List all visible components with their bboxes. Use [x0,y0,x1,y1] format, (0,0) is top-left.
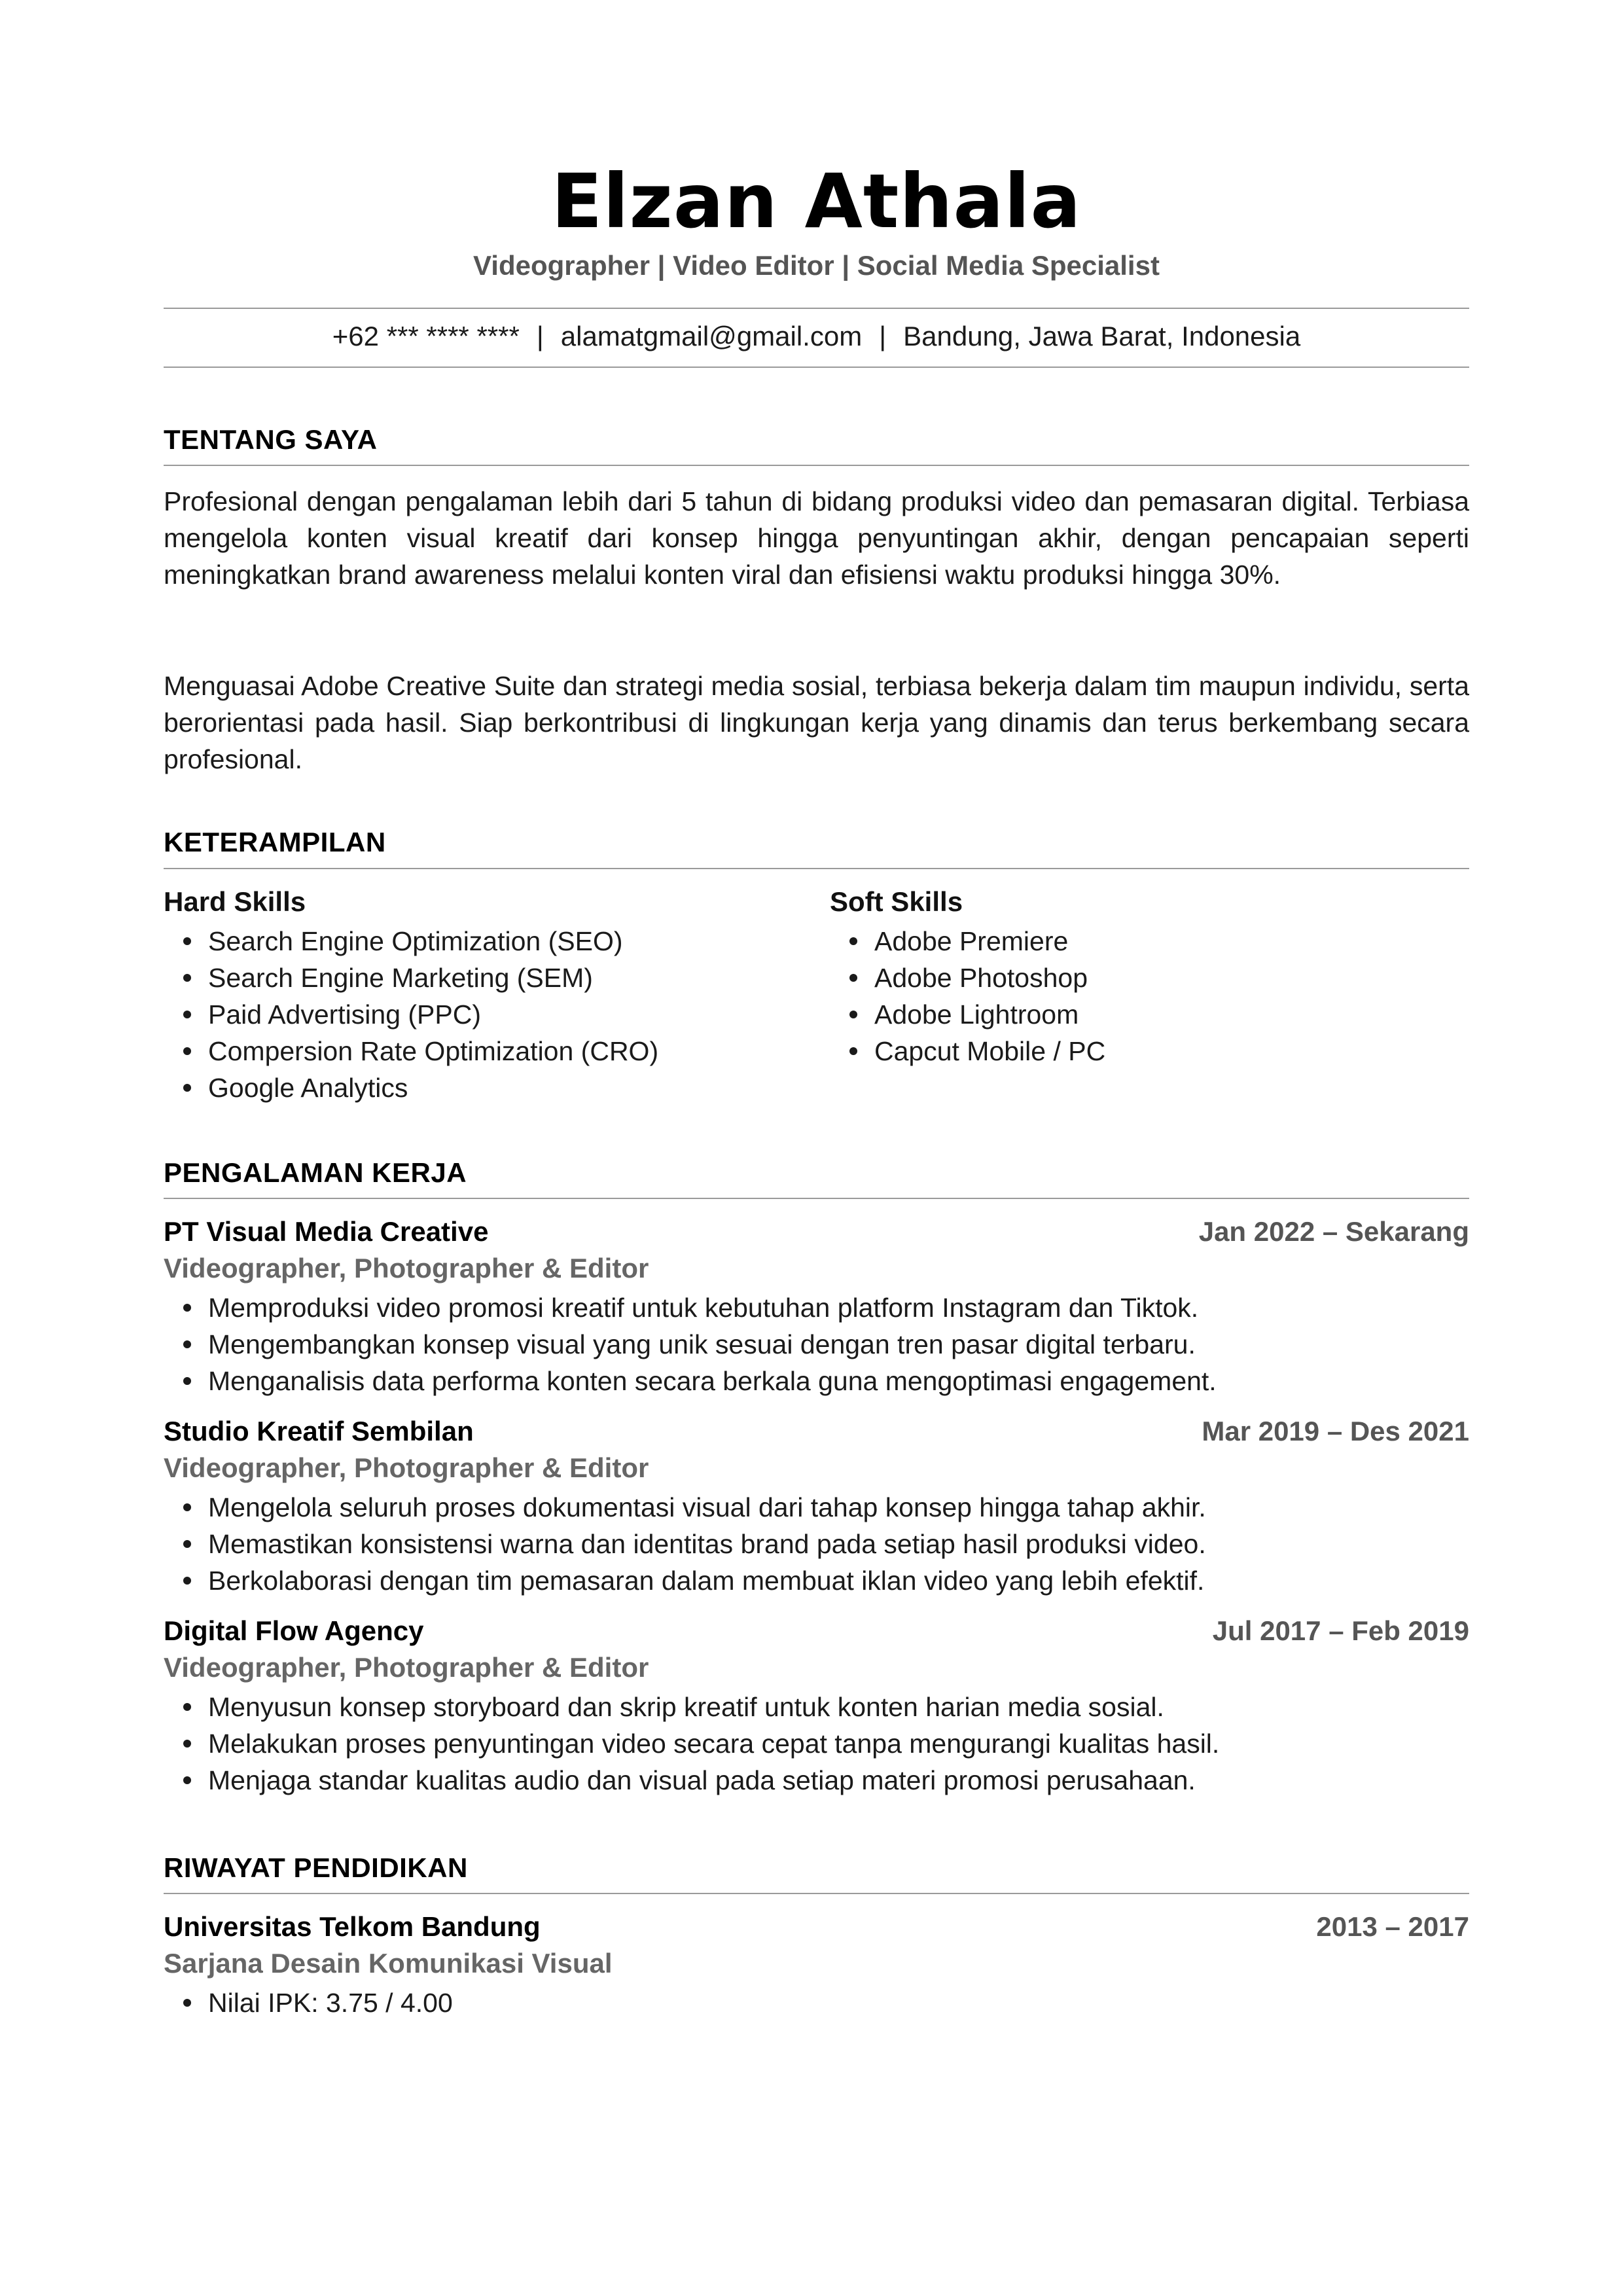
header-divider-top [164,308,1469,309]
job-role: Videographer, Photographer & Editor [164,1253,649,1283]
list-item [164,1069,658,1106]
bullet-icon [849,1047,857,1055]
bullet-icon [849,937,857,945]
bullet-icon [183,1047,191,1055]
contact-email: alamatgmail@gmail.com [560,321,863,351]
contact-phone: +62 *** **** **** [332,321,520,351]
job-point-text: Melakukan proses penyuntingan video secara cepat tanpa mengurangi kualitas hasil. [208,1729,1220,1759]
hard-skills-list [164,923,658,1106]
bullet-icon [183,1011,191,1018]
list-item [164,1033,658,1069]
job-role: Videographer, Photographer & Editor [164,1652,649,1683]
bullet-icon [183,974,191,982]
bullet-icon [183,1999,191,2007]
job-role: Videographer, Photographer & Editor [164,1452,649,1483]
list-item [164,1289,1217,1326]
candidate-name: Elzan Athala [551,158,1082,245]
contact-location: Bandung, Jawa Barat, Indonesia [903,321,1301,351]
hard-skill-text: Compersion Rate Optimization (CRO) [208,1036,659,1066]
list-item [164,1526,1206,1562]
soft-skill-text: Capcut Mobile / PC [874,1036,1106,1066]
job-period: Mar 2019 – Des 2021 [1202,1416,1469,1446]
bullet-icon [183,1776,191,1784]
education-degree: Sarjana Desain Komunikasi Visual [164,1948,613,1979]
list-item [164,1489,1206,1526]
list-item [830,923,1105,960]
job-period: Jul 2017 – Feb 2019 [1212,1615,1469,1646]
contact-separator: | [536,321,544,351]
bullet-icon [183,1377,191,1385]
bullet-icon [183,1540,191,1548]
hard-skill-text: Google Analytics [208,1073,408,1103]
education-point-text: Nilai IPK: 3.75 / 4.00 [208,1988,453,2018]
list-item [164,996,658,1033]
list-item [164,1326,1217,1363]
list-item [830,1033,1105,1069]
bullet-icon [183,1503,191,1511]
hard-skills-heading: Hard Skills [164,886,306,917]
job-points [164,1289,1217,1399]
job-point-text: Memproduksi video promosi kreatif untuk kebutuhan platform Instagram dan Tiktok. [208,1293,1199,1323]
bullet-icon [183,1703,191,1711]
section-title-experience: PENGALAMAN KERJA [164,1157,467,1188]
soft-skills-heading: Soft Skills [830,886,963,917]
header-divider-bottom [164,367,1469,368]
section-divider-skills [164,868,1469,869]
contact-line [164,321,1469,352]
list-item [830,960,1105,996]
candidate-subtitle: Videographer | Video Editor | Social Media Specialist [473,250,1160,281]
list-item [164,1562,1206,1599]
list-item [164,1762,1219,1799]
section-divider-about [164,465,1469,466]
hard-skill-text: Search Engine Optimization (SEO) [208,926,623,956]
hard-skill-text: Search Engine Marketing (SEM) [208,963,593,993]
education-period: 2013 – 2017 [1316,1911,1469,1942]
bullet-icon [183,1340,191,1348]
job-point-text: Mengembangkan konsep visual yang unik sesuai dengan tren pasar digital terbaru. [208,1329,1196,1359]
job-point-text: Memastikan konsistensi warna dan identitas brand pada setiap hasil produksi video. [208,1529,1206,1559]
job-point-text: Berkolaborasi dengan tim pemasaran dalam membuat iklan video yang lebih efektif. [208,1566,1205,1596]
section-title-about: TENTANG SAYA [164,424,378,455]
job-company: PT Visual Media Creative [164,1216,489,1247]
soft-skill-text: Adobe Premiere [874,926,1069,956]
section-title-skills: KETERAMPILAN [164,827,386,857]
education-school: Universitas Telkom Bandung [164,1911,541,1942]
bullet-icon [183,1084,191,1092]
bullet-icon [183,937,191,945]
job-company: Digital Flow Agency [164,1615,424,1646]
about-paragraph-2: Menguasai Adobe Creative Suite dan strategi media sosial, terbiasa bekerja dalam tim maupun individu, serta berorientasi pada hasil. Siap berkontribusi di lingkungan kerja yang dinamis dan terus berkembang secara profesional. [164,671,1469,774]
bullet-icon [183,1740,191,1748]
bullet-icon [849,974,857,982]
section-divider-experience [164,1198,1469,1199]
contact-separator: | [879,321,887,351]
job-point-text: Menyusun konsep storyboard dan skrip kreatif untuk konten harian media sosial. [208,1692,1164,1722]
job-company: Studio Kreatif Sembilan [164,1416,474,1446]
education-points [164,1984,453,2021]
job-point-text: Menganalisis data performa konten secara berkala guna mengoptimasi engagement. [208,1366,1217,1396]
list-item [164,1363,1217,1399]
hard-skill-text: Paid Advertising (PPC) [208,999,482,1030]
job-point-text: Mengelola seluruh proses dokumentasi visual dari tahap konsep hingga tahap akhir. [208,1492,1206,1522]
job-points [164,1689,1219,1799]
section-title-education: RIWAYAT PENDIDIKAN [164,1852,468,1883]
bullet-icon [849,1011,857,1018]
list-item [164,923,658,960]
soft-skill-text: Adobe Lightroom [874,999,1079,1030]
list-item [164,1725,1219,1762]
list-item [164,960,658,996]
job-point-text: Menjaga standar kualitas audio dan visual pada setiap materi promosi perusahaan. [208,1765,1196,1795]
list-item [164,1984,453,2021]
soft-skill-text: Adobe Photoshop [874,963,1088,993]
bullet-icon [183,1304,191,1312]
list-item [830,996,1105,1033]
job-points [164,1489,1206,1599]
list-item [164,1689,1219,1725]
section-divider-education [164,1893,1469,1894]
bullet-icon [183,1577,191,1585]
about-paragraph-1: Profesional dengan pengalaman lebih dari 5 tahun di bidang produksi video dan pemasaran digital. Terbiasa mengelola konten visual kreatif dari konsep hingga penyuntingan akhir, dengan pencapaian seperti meningkatkan brand awareness melalui konten viral dan efisiensi waktu produksi hingga 30%. [164,486,1469,590]
job-period: Jan 2022 – Sekarang [1198,1216,1469,1247]
soft-skills-list [830,923,1105,1069]
